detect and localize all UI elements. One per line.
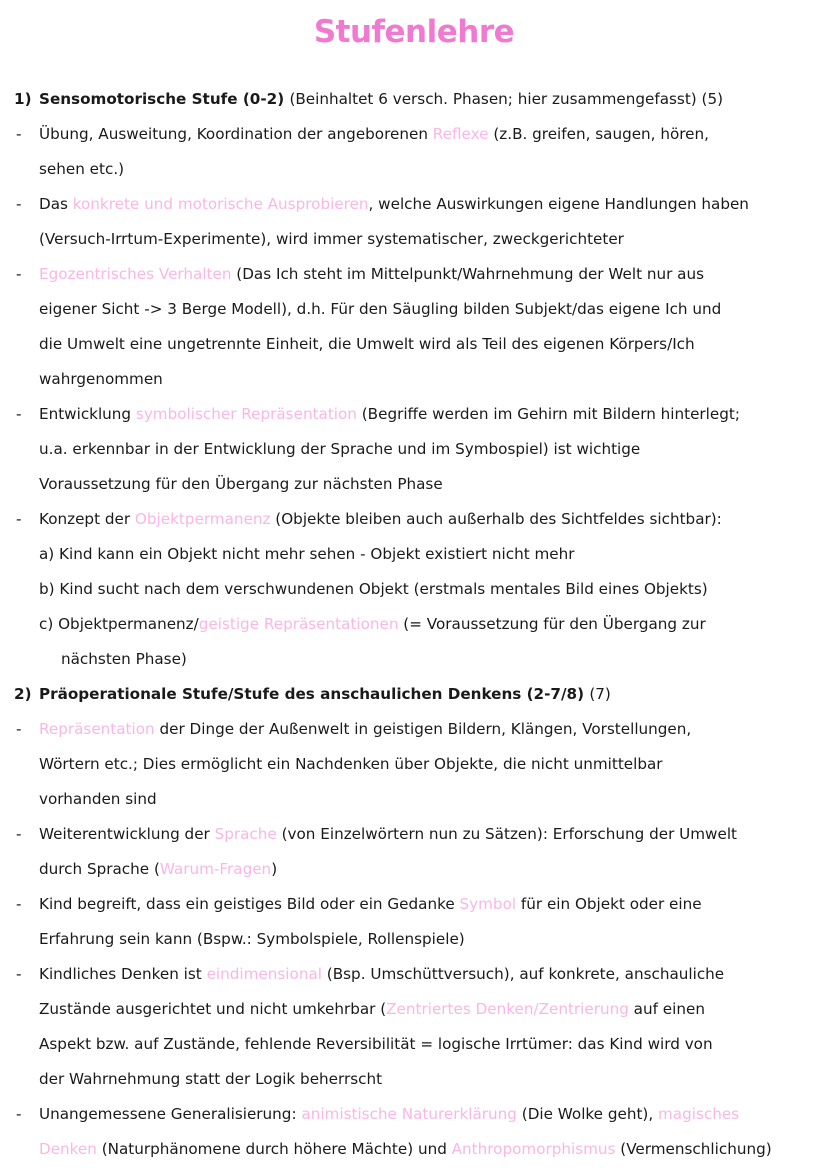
bullet-dash: - <box>16 125 22 143</box>
highlight-term: magisches <box>657 1105 740 1123</box>
page-title: Stufenlehre <box>313 14 515 50</box>
highlight-term: symbolischer Repräsentation <box>135 405 357 423</box>
section-number: 1) <box>14 90 32 108</box>
bullet-dash: - <box>16 965 22 983</box>
bullet-dash: - <box>16 405 22 423</box>
highlight-term: Egozentrisches Verhalten <box>39 265 232 283</box>
highlight-term: Symbol <box>459 895 517 913</box>
highlight-term: geistige Repräsentationen <box>198 615 399 633</box>
list-item: - Kind begreift, dass ein geistiges Bild oder ein Gedanke Symbol für ein Objekt oder eine Erfahrung sein kann (Bspw.: Symbolspiele, Rollenspiele) <box>14 887 820 957</box>
highlight-term: Denken <box>39 1140 97 1158</box>
sub-item-c-continued: nächsten Phase) <box>61 650 187 668</box>
list-item: - Unangemessene Generalisierung: animistische Naturerklärung (Die Wolke geht), magisches Denken (Naturphänomene durch höhere Mächte) und Anthropomorphismus (Vermenschlichung) <box>14 1097 820 1167</box>
list-item: - Repräsentation der Dinge der Außenwelt in geistigen Bildern, Klängen, Vorstellungen, Wörtern etc.; Dies ermöglicht ein Nachdenken über Objekte, die nicht unmittelbar vorhanden sind <box>14 712 820 817</box>
sub-item-a: a) Kind kann ein Objekt nicht mehr sehen - Objekt existiert nicht mehr <box>39 545 575 563</box>
list-item: - Egozentrisches Verhalten (Das Ich steht im Mittelpunkt/Wahrnehmung der Welt nur aus eigener Sicht -> 3 Berge Modell), d.h. Für den Säugling bilden Subjekt/das eigene Ich und die Umwelt eine ungetrennte Einheit, die Umwelt wird als Teil des eigenen Körpers/Ich wahrgenommen <box>14 257 820 397</box>
list-item: - Entwicklung symbolischer Repräsentation (Begriffe werden im Gehirn mit Bildern hinterlegt; u.a. erkennbar in der Entwicklung der Sprache und im Symbospiel) ist wichtige Voraussetzung für den Übergang zur nächsten Phase <box>14 397 820 502</box>
bullet-dash: - <box>16 825 22 843</box>
bullet-dash: - <box>16 195 22 213</box>
document-body <box>14 82 820 1167</box>
highlight-term: Warum-Fragen <box>159 860 272 878</box>
section-note: (Beinhaltet 6 versch. Phasen; hier zusammengefasst) (5) <box>289 90 724 108</box>
highlight-term: Anthropomorphismus <box>451 1140 616 1158</box>
highlight-term: konkrete und motorische Ausprobieren <box>72 195 369 213</box>
highlight-term: Objektpermanenz <box>134 510 271 528</box>
section-number: 2) <box>14 685 32 703</box>
highlight-term: Sprache <box>214 825 277 843</box>
section-title: Präoperationale Stufe/Stufe des anschaulichen Denkens (2-7/8) <box>39 685 585 703</box>
section-note: (7) <box>589 685 611 703</box>
bullet-dash: - <box>16 895 22 913</box>
bullet-dash: - <box>16 265 22 283</box>
highlight-term: Reflexe <box>432 125 489 143</box>
highlight-term: animistische Naturerklärung <box>301 1105 517 1123</box>
highlight-term: Zentriertes Denken/Zentrierung <box>386 1000 629 1018</box>
bullet-dash: - <box>16 1105 22 1123</box>
sub-item-b: b) Kind sucht nach dem verschwundenen Objekt (erstmals mentales Bild eines Objekts) <box>39 580 708 598</box>
list-item: - Konzept der Objektpermanenz (Objekte bleiben auch außerhalb des Sichtfeldes sichtbar): <box>14 502 820 537</box>
section-heading-1 <box>14 82 820 117</box>
list-item: - Kindliches Denken ist eindimensional (Bsp. Umschüttversuch), auf konkrete, anschauliche Zustände ausgerichtet und nicht umkehrbar (Zentriertes Denken/Zentrierung auf einen Aspekt bzw. auf Zustände, fehlende Reversibilität = logische Irrtümer: das Kind wird von der Wahrnehmung statt der Logik beherrscht <box>14 957 820 1097</box>
section-title: Sensomotorische Stufe (0-2) <box>39 90 285 108</box>
bullet-dash: - <box>16 720 22 738</box>
list-item: - Übung, Ausweitung, Koordination der angeborenen Reflexe (z.B. greifen, saugen, hören, sehen etc.) <box>14 117 820 187</box>
list-item: - Das konkrete und motorische Ausprobieren, welche Auswirkungen eigene Handlungen haben (Versuch-Irrtum-Experimente), wird immer systematischer, zweckgerichteter <box>14 187 820 257</box>
highlight-term: eindimensional <box>206 965 322 983</box>
list-item: - Weiterentwicklung der Sprache (von Einzelwörtern nun zu Sätzen): Erforschung der Umwelt durch Sprache (Warum-Fragen) <box>14 817 820 887</box>
bullet-dash: - <box>16 510 22 528</box>
sub-item-c: c) Objektpermanenz/geistige Repräsentationen (= Voraussetzung für den Übergang zur <box>39 615 706 633</box>
section-heading-2 <box>14 677 820 712</box>
highlight-term: Repräsentation <box>39 720 155 738</box>
